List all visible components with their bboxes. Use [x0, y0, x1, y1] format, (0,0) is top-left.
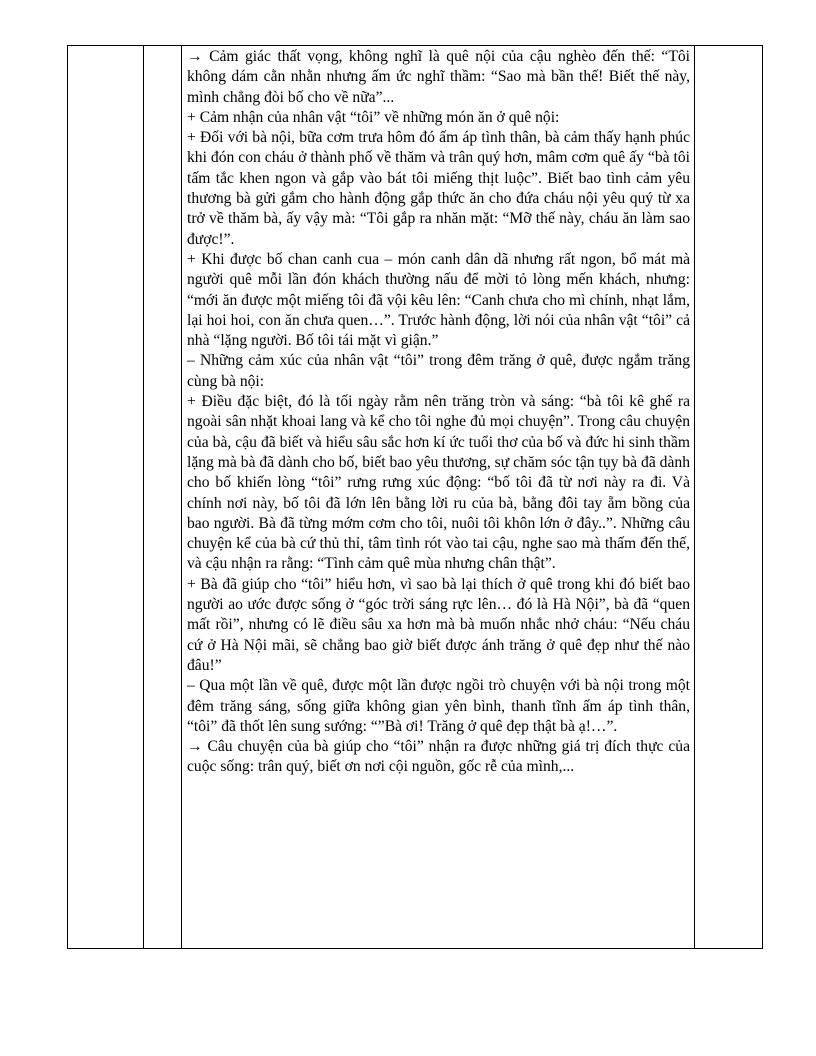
paragraph: – Qua một lần về quê, được một lần được ngồi trò chuyện với bà nội trong một đêm trăng sáng, sống giữa không gian yên bình, thanh tĩnh ấm áp tình thân, “tôi” đã thốt lên sung sướng: “”Bà ơi! Trăng ở quê đẹp thật bà ạ!…”. [187, 677, 690, 735]
content-table [67, 45, 763, 949]
paragraph: – Những cảm xúc của nhân vật “tôi” trong đêm trăng ở quê, được ngắm trăng cùng bà nội: [187, 352, 690, 390]
paragraph: + Cảm nhận của nhân vật “tôi” về những món ăn ở quê nội: [187, 108, 560, 126]
table-cell-blank-2 [144, 46, 182, 949]
table-cell-content [182, 46, 695, 949]
paragraph: → Cảm giác thất vọng, không nghĩ là quê nội của cậu nghèo đến thế: “Tôi không dám cằn nhằn nhưng ấm ức nghĩ thầm: “Sao mà bần thế! Biết thế này, mình chẳng đòi bố cho về nữa”... [187, 48, 690, 106]
paragraph: + Đối với bà nội, bữa cơm trưa hôm đó ấm áp tình thân, bà cảm thấy hạnh phúc khi đón con cháu ở thành phố về thăm và trân quý hơn, mâm cơm quê ấy “bà tôi tấm tắc khen ngon và gắp vào bát tôi miếng thịt luộc”. Biết bao tình cảm yêu thương bà gửi gắm cho hành động gắp thức ăn cho đứa cháu nội yêu quý từ xa trở về thăm bà, ấy vậy mà: “Tôi gắp ra nhăn mặt: “Mỡ thế này, cháu ăn làm sao được!”. [187, 129, 690, 248]
paragraph: + Điều đặc biệt, đó là tối ngày rằm nên trăng tròn và sáng: “bà tôi kê ghế ra ngoài sân nhặt khoai lang và kể cho tôi nghe đủ mọi chuyện”. Trong câu chuyện của bà, cậu đã biết và hiểu sâu sắc hơn kí ức tuổi thơ của bố và đức hi sinh thầm lặng mà bà đã dành cho bố, biết bao yêu thương, sự chăm sóc tận tụy bà đã dành cho bố khiến lòng “tôi” rưng rưng xúc động: “bố tôi đã từ nơi này ra đi. Và chính nơi này, bố tôi đã lớn lên bằng lời ru của bà, bằng đôi tay ẵm bồng của bao người. Bà đã từng mớm cơm cho tôi, nuôi tôi khôn lớn ở đây..”. Những câu chuyện kể của bà cứ thủ thỉ, tâm tình rót vào tai cậu, nghe sao mà thấm đến thế, và cậu nhận ra rằng: “Tình cảm quê mùa nhưng chân thật”. [187, 393, 690, 573]
paragraph: → Câu chuyện của bà giúp cho “tôi” nhận ra được những giá trị đích thực của cuộc sống: trân quý, biết ơn nơi cội nguồn, gốc rễ của mình,... [187, 738, 690, 776]
paragraph: + Bà đã giúp cho “tôi” hiểu hơn, vì sao bà lại thích ở quê trong khi đó biết bao người ao ước được sống ở “góc trời sáng rực lên… đó là Hà Nội”, bà đã “quen mất rồi”, nhưng có lẽ điều sâu xa hơn mà bà muốn nhắc nhở cháu: “Nếu cháu cứ ở Hà Nội mãi, sẽ chẳng bao giờ biết được ánh trăng ở quê đẹp như thế nào đâu!” [187, 575, 690, 674]
table-row [68, 46, 763, 949]
table-cell-blank-4 [695, 46, 763, 949]
paragraph: + Khi được bố chan canh cua – món canh dân dã nhưng rất ngon, bổ mát mà người quê mỗi lần đón khách thường nấu để mời tỏ lòng mến khách, nhưng: “mới ăn được một miếng tôi đã vội kêu lên: “Canh chưa cho mì chính, nhạt lắm, lại hoi hoi, con ăn chưa quen…”. Trước hành động, lời nói của nhân vật “tôi” cả nhà “lặng người. Bố tôi tái mặt vì giận.” [187, 250, 690, 350]
table-cell-blank-1 [68, 46, 144, 949]
